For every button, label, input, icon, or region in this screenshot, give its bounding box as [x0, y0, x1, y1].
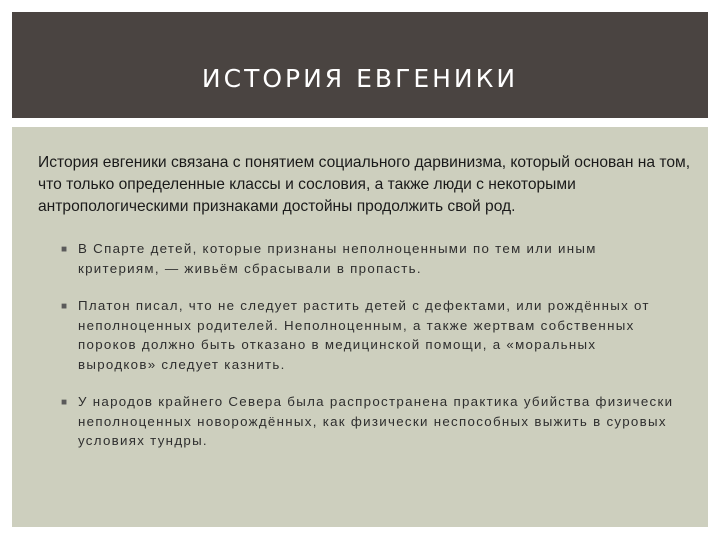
intro-paragraph: История евгеники связана с понятием социального дарвинизма, который основан на том, что только определенные классы и сословия, а также люди с некоторыми антропологическими признаками достойны продолжить свой род. — [38, 154, 691, 215]
bullet-text: Платон писал, что не следует растить детей с дефектами, или рождённых от неполноценных родителей. Неполноценным, а также жертвам собственных пороков должно быть отказано в медицинской помощи, а «моральных выродков» следует казнить. — [78, 298, 650, 372]
title-banner — [12, 12, 708, 118]
bullet-text: В Спарте детей, которые признаны неполноценными по тем или иным критериям, — живьём сбрасывали в пропасть. — [78, 241, 597, 276]
square-bullet-icon: ■ — [61, 397, 68, 408]
slide-title: ИСТОРИЯ ЕВГЕНИКИ — [201, 64, 519, 93]
square-bullet-icon: ■ — [61, 244, 68, 255]
bullet-item-sparta — [61, 239, 678, 278]
bullet-list — [61, 239, 678, 469]
bullet-item-plato — [61, 296, 678, 374]
content-panel — [12, 127, 708, 527]
square-bullet-icon: ■ — [61, 301, 68, 312]
bullet-text: У народов крайнего Севера была распространена практика убийства физически неполноценных новорождённых, как физически неспособных выжить в суровых условиях тундры. — [78, 394, 674, 448]
bullet-item-north — [61, 392, 678, 451]
